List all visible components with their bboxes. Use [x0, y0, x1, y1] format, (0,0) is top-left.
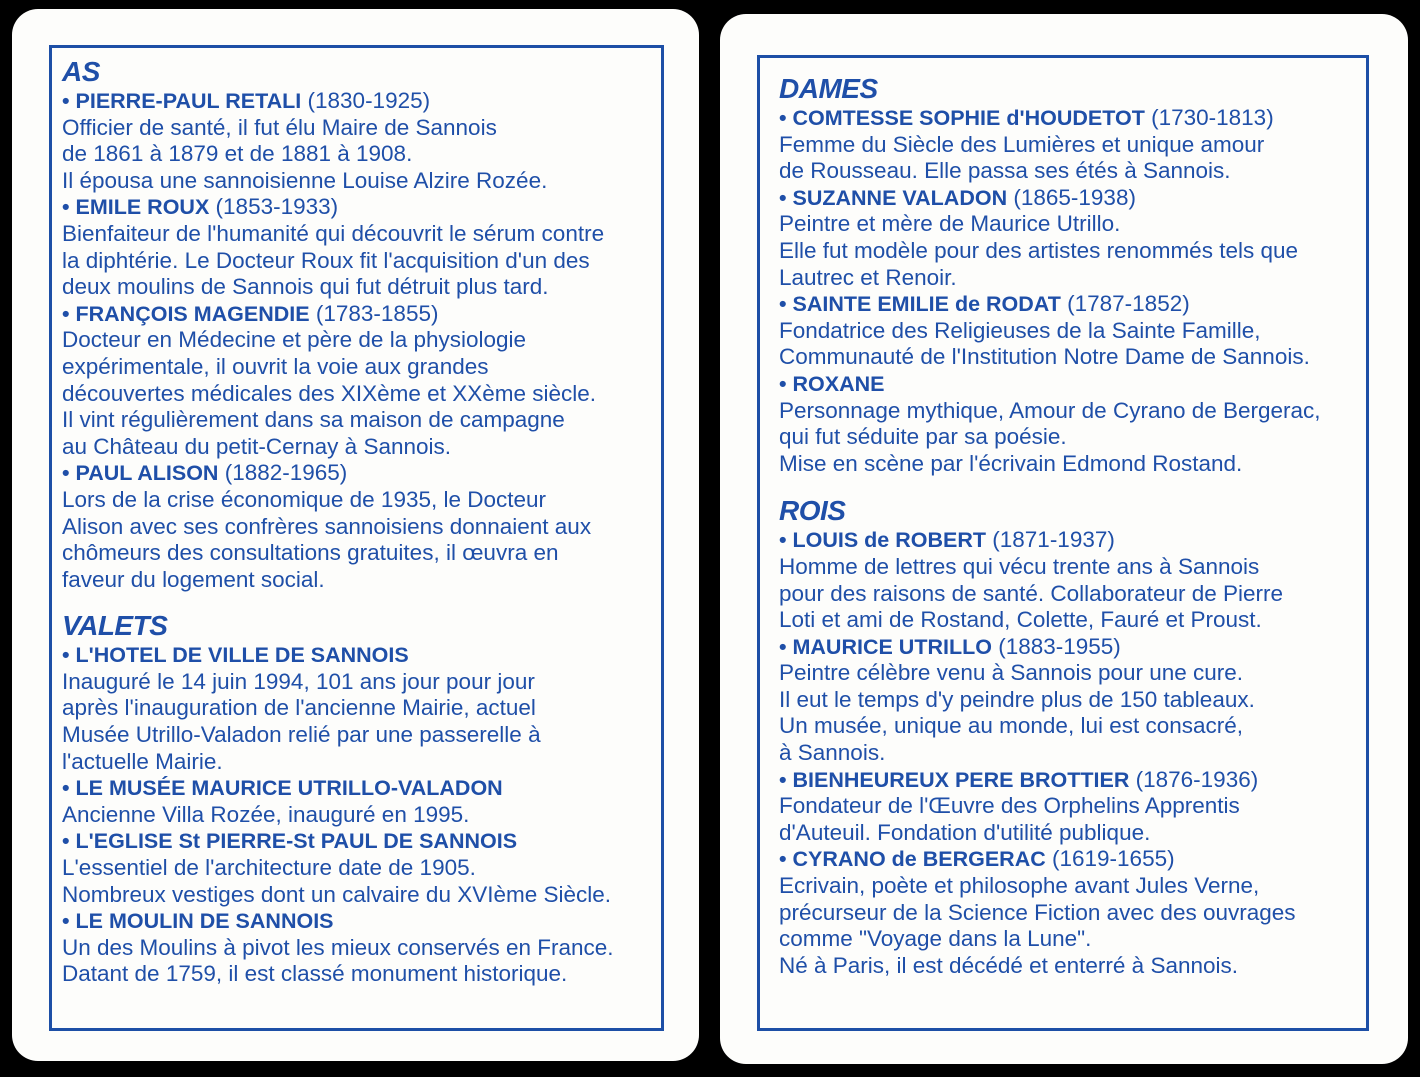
entry-dates: (1871-1937): [986, 527, 1115, 553]
entry-name: • L'HOTEL DE VILLE DE SANNOIS: [62, 643, 409, 668]
entry-name: • SUZANNE VALADON: [779, 185, 1008, 210]
entry-name: • PIERRE-PAUL RETALI: [62, 89, 302, 113]
entry-name: • LOUIS de ROBERT: [779, 528, 987, 553]
entry-line: Fondatrice des Religieuses de la Sainte Famille,: [779, 317, 1261, 343]
entry-line: après l'inauguration de l'ancienne Mairie, actuel: [62, 695, 536, 721]
entry-heading: [779, 185, 1321, 212]
entry-name: • ROXANE: [779, 371, 885, 396]
entry-line: Il épousa une sannoisienne Louise Alzire Rozée.: [62, 167, 548, 193]
entry-heading: [779, 634, 1321, 661]
entry-line: Homme de lettres qui vécu trente ans à Sannois: [779, 553, 1260, 579]
entry-line: Il eut le temps d'y peindre plus de 150 tableaux.: [779, 686, 1255, 712]
entry-heading: [62, 908, 614, 935]
entry-dates: (1830-1925): [301, 88, 431, 113]
entry-heading: [62, 642, 614, 669]
entry-heading: [779, 846, 1321, 873]
section-title-valets: VALETS: [62, 610, 168, 642]
entry-line: faveur du logement social.: [62, 566, 325, 592]
entry-line: d'Auteuil. Fondation d'utilité publique.: [779, 819, 1151, 845]
entry-line: Peintre et mère de Maurice Utrillo.: [779, 211, 1121, 237]
section-title-rois: ROIS: [779, 495, 846, 527]
entry-heading: [62, 775, 614, 802]
left-card-content: [62, 56, 614, 988]
entry-line: Peintre célèbre venu à Sannois pour une cure.: [779, 660, 1244, 686]
entry-line: Musée Utrillo-Valadon relié par une passerelle à: [62, 722, 541, 748]
entry-line: de 1861 à 1879 et de 1881 à 1908.: [62, 141, 413, 167]
entry-line: Mise en scène par l'écrivain Edmond Rostand.: [779, 450, 1243, 476]
entry-dates: (1876-1936): [1129, 766, 1259, 792]
entry-line: deux moulins de Sannois qui fut détruit plus tard.: [62, 274, 549, 300]
entry-line: Officier de santé, il fut élu Maire de Sannois: [62, 114, 497, 140]
entry-line: découvertes médicales des XIXème et XXème siècle.: [62, 380, 597, 406]
entry-name: • LE MUSÉE MAURICE UTRILLO-VALADON: [62, 776, 503, 801]
entry-heading: [779, 105, 1321, 132]
entry-line: Né à Paris, il est décédé et enterré à Sannois.: [779, 952, 1239, 978]
entry-name: • EMILE ROUX: [62, 195, 210, 220]
entry-heading: [779, 767, 1321, 794]
entry-heading: [779, 291, 1321, 318]
entry-line: Loti et ami de Rostand, Colette, Fauré et Proust.: [779, 607, 1262, 633]
entry-dates: (1883-1955): [991, 633, 1121, 659]
entry-line: Bienfaiteur de l'humanité qui découvrit le sérum contre: [62, 220, 605, 246]
entry-line: de Rousseau. Elle passa ses étés à Sannois.: [779, 158, 1231, 184]
entry-line: à Sannois.: [779, 740, 886, 766]
section-spacer: [779, 477, 1321, 495]
entry-dates: (1865-1938): [1007, 184, 1136, 210]
entry-line: Lors de la crise économique de 1935, le Docteur: [62, 486, 547, 512]
entry-line: L'essentiel de l'architecture date de 1905.: [62, 855, 476, 881]
entry-heading: [779, 527, 1321, 554]
entry-name: • L'EGLISE St PIERRE-St PAUL DE SANNOIS: [62, 829, 518, 854]
entry-line: Un des Moulins à pivot les mieux conservés en France.: [62, 934, 614, 960]
entry-name: • COMTESSE SOPHIE d'HOUDETOT: [779, 106, 1145, 130]
entry-line: Ancienne Villa Rozée, inauguré en 1995.: [62, 801, 470, 827]
section-title-dames: DAMES: [779, 73, 878, 104]
entry-dates: (1787-1852): [1060, 291, 1190, 317]
entry-name: • PAUL ALISON: [62, 461, 219, 486]
left-card: [12, 9, 699, 1061]
entry-heading: [62, 194, 614, 221]
entry-name: • CYRANO de BERGERAC: [779, 847, 1046, 872]
entry-heading: [62, 828, 614, 855]
entry-line: Fondateur de l'Œuvre des Orphelins Apprentis: [779, 793, 1240, 819]
entry-line: Ecrivain, poète et philosophe avant Jules Verne,: [779, 873, 1260, 899]
entry-line: Il vint régulièrement dans sa maison de campagne: [62, 407, 565, 433]
right-card-content: [779, 73, 1321, 979]
entry-line: Un musée, unique au monde, lui est consacré,: [779, 713, 1244, 739]
entry-line: Inauguré le 14 juin 1994, 101 ans jour pour jour: [62, 668, 535, 694]
entry-line: l'actuelle Mairie.: [62, 748, 223, 774]
right-card: [720, 14, 1408, 1064]
entry-line: précurseur de la Science Fiction avec des ouvrages: [779, 899, 1296, 925]
entry-line: qui fut séduite par sa poésie.: [779, 424, 1067, 450]
entry-name: • LE MOULIN DE SANNOIS: [62, 909, 334, 934]
entry-line: Nombreux vestiges dont un calvaire du XVIème Siècle.: [62, 881, 612, 907]
entry-name: • BIENHEUREUX PERE BROTTIER: [779, 767, 1130, 792]
entry-dates: (1783-1855): [309, 300, 439, 326]
entry-line: la diphtérie. Le Docteur Roux fit l'acquisition d'un des: [62, 247, 590, 273]
entry-line: Alison avec ses confrères sannoisiens donnaient aux: [62, 513, 592, 539]
entry-line: chômeurs des consultations gratuites, il œuvra en: [62, 540, 559, 566]
section-title-as: AS: [62, 56, 100, 87]
entry-dates: (1882-1965): [218, 460, 348, 486]
entry-line: Datant de 1759, il est classé monument historique.: [62, 961, 568, 987]
entry-line: Lautrec et Renoir.: [779, 264, 957, 290]
entry-dates: (1853-1933): [209, 194, 339, 220]
entry-line: Femme du Siècle des Lumières et unique amour: [779, 131, 1265, 157]
entry-heading: [62, 301, 614, 328]
entry-line: comme "Voyage dans la Lune".: [779, 926, 1092, 952]
entry-dates: (1730-1813): [1144, 105, 1274, 130]
entry-name: • SAINTE EMILIE de RODAT: [779, 292, 1061, 317]
entry-line: Communauté de l'Institution Notre Dame de Sannois.: [779, 344, 1310, 370]
entry-name: • FRANÇOIS MAGENDIE: [62, 301, 310, 326]
entry-heading: [779, 371, 1321, 398]
entry-heading: [62, 88, 614, 115]
entry-line: expérimentale, il ouvrit la voie aux grandes: [62, 353, 489, 379]
entry-line: au Château du petit-Cernay à Sannois.: [62, 433, 452, 459]
section-spacer: [62, 593, 614, 610]
entry-line: Personnage mythique, Amour de Cyrano de Bergerac,: [779, 397, 1321, 423]
entry-name: • MAURICE UTRILLO: [779, 634, 992, 659]
entry-line: Elle fut modèle pour des artistes renommés tels que: [779, 237, 1299, 263]
entry-dates: (1619-1655): [1045, 846, 1175, 872]
entry-line: pour des raisons de santé. Collaborateur de Pierre: [779, 580, 1284, 606]
entry-heading: [62, 460, 614, 487]
entry-line: Docteur en Médecine et père de la physiologie: [62, 327, 527, 353]
